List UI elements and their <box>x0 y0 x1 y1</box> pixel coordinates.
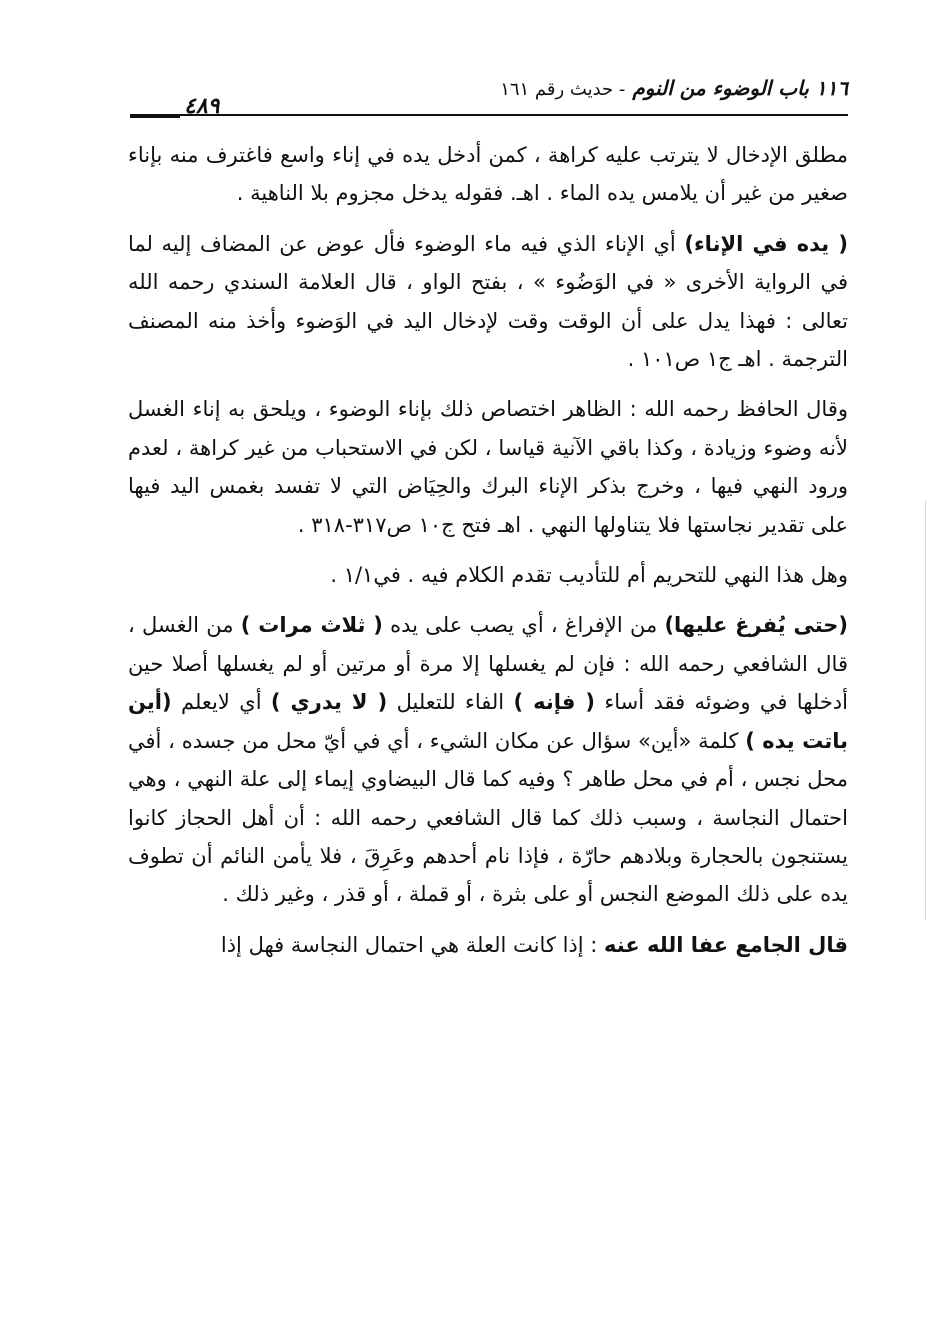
paragraph-3: وقال الحافظ رحمه الله : الظاهر اختصاص ذلك بإناء الوضوء ، ويلحق به إناء الغسل لأنه وضوء وزيادة ، وكذا باقي الآنية قياسا ، لكن في الاستحباب من غير كراهة ، لعدم ورود النهي فيها ، وخرج بذكر الإناء البرك والحِيَاض التي لا تفسد بغمس اليد فيها على تقدير نجاستها فلا يتناولها النهي . اهـ فتح ج١٠ ص٣١٧-٣١٨ . <box>128 397 848 537</box>
scan-margin-line <box>925 500 926 920</box>
running-title-main: ١١٦ باب الوضوء من النوم <box>632 76 848 100</box>
running-title <box>500 76 848 100</box>
paragraph-5-text-3: الفاء للتعليل <box>387 690 514 715</box>
lemma-where-hand-spent-night: (أين باتت يده ) <box>128 690 848 753</box>
running-title-sub: - حديث رقم ١٦١ <box>500 79 626 100</box>
paragraph-5-text-5: كلمة «أين» سؤال عن مكان الشيء ، أي في أيّ محل من جسده ، أفي محل نجس ، أم في محل طاهر ؟ وفيه كما قال البيضاوي إيماء إلى علة النهي ، وهي احتمال النجاسة ، وسبب ذلك كما قال الشافعي رحمه الله : أن أهل الحجاز كانوا يستنجون بالحجارة وبلادهم حارّة ، فإذا نام أحدهم وعَرِقَ ، فلا يأمن النائم أن تطوف يده على ذلك الموضع النجس أو على بثرة ، أو قملة ، أو قذر ، وغير ذلك . <box>128 728 848 907</box>
lemma-hand-in-vessel: ( يده في الإناء) <box>684 231 848 256</box>
lemma-does-not-know: ( لا يدري ) <box>270 690 388 715</box>
paragraph-4: وهل هذا النهي للتحريم أم للتأديب تقدم الكلام فيه . في١/١ . <box>330 563 848 588</box>
header-rule <box>130 114 848 116</box>
paragraph-2-text: أي الإناء الذي فيه ماء الوضوء فأل عوض عن المضاف إليه لما في الرواية الأخرى « في الوَضُوء » ، بفتح الواو ، قال العلامة السندي رحمه الله تعالى : فهذا يدل على أن الوقت وقت لإدخال اليد في الوَضوء وأخذ منه المصنف الترجمة . اهـ ج١ ص١٠١ . <box>128 231 848 372</box>
page-number: ٤٨٩ <box>184 94 220 119</box>
lemma-pour: (حتى يُفرغ عليها) <box>664 613 849 638</box>
paragraph-1: مطلق الإدخال لا يترتب عليه كراهة ، كمن أدخل يده في إناء واسع فاغترف منه بإناء صغير من غير أن يلامس يده الماء . اهـ. فقوله يدخل مجزوم بلا الناهية . <box>128 143 848 206</box>
lemma-compiler-says: قال الجامع عفا الله عنه <box>604 932 848 957</box>
paragraph-5-text-4: أي لايعلم <box>171 690 271 715</box>
lemma-three-times: ( ثلاث مرات ) <box>240 613 383 638</box>
paragraph-2 <box>128 225 848 379</box>
paragraph-6 <box>128 926 848 964</box>
paragraph-5-text-2: من الغسل ، قال الشافعي رحمه الله : فإن لم يغسلها إلا مرة أو مرتين أو لم يغسلها أصلا حين أدخلها في وضوئه فقد أساء <box>128 613 848 715</box>
paragraph-5 <box>128 606 848 913</box>
paragraph-5-text-1: من الإفراغ ، أي يصب على يده <box>382 613 665 638</box>
lemma-for-he: ( فإنه ) <box>513 690 595 715</box>
paragraph-6-text: : إذا كانت العلة هي احتمال النجاسة فهل إذا <box>220 932 605 957</box>
page-header <box>130 72 848 122</box>
page-body <box>128 136 848 964</box>
